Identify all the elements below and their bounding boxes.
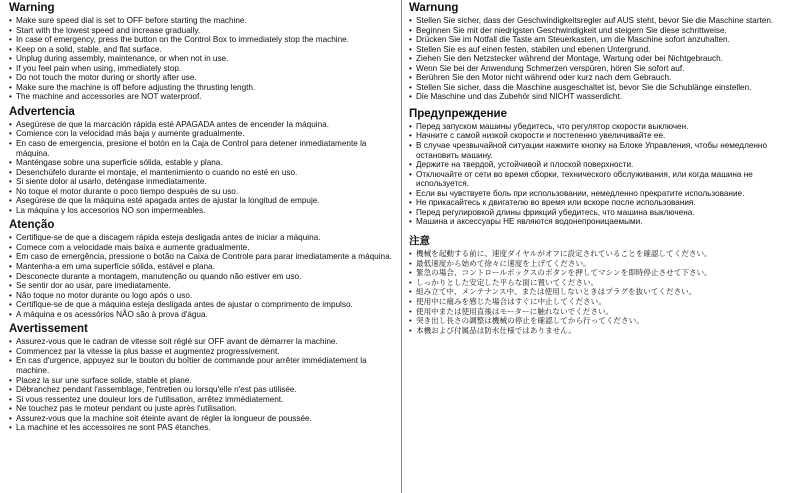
warning-list-ja	[409, 249, 795, 335]
section-heading-fr: Avertissement	[9, 323, 88, 336]
list-item: • En cas d'urgence, appuyez sur le bouton du boîtier de commande pour arrêter immédiatement la machine.	[9, 356, 393, 375]
list-item: • Start with the lowest speed and increase gradually.	[9, 26, 393, 36]
list-item: • Машина и аксессуары НЕ являются водонепроницаемыми.	[409, 217, 795, 227]
list-item: • В случае чрезвычайной ситуации нажмите кнопку на Блоке Управления, чтобы немедленно остановить машину.	[409, 141, 795, 160]
list-item: • La máquina y los accesorios NO son impermeables.	[9, 206, 393, 216]
section-heading-pt: Atenção	[9, 219, 55, 232]
list-item: • Em caso de emergência, pressione o botão na Caixa de Controle para parar imediatamente a máquina.	[9, 252, 393, 262]
list-item: • Stellen Sie es auf einen festen, stabilen und ebenen Untergrund.	[409, 45, 795, 55]
warning-list-es	[9, 120, 393, 215]
warning-ja-section	[409, 235, 795, 335]
list-item: • Ziehen Sie den Netzstecker während der Montage, Wartung oder bei Nichtgebrauch.	[409, 54, 795, 64]
list-item: • Certifique-se de que a máquina esteja desligada antes de ajustar o comprimento de impulso.	[9, 300, 393, 310]
warning-list-de	[409, 16, 795, 102]
list-item: • Placez la sur une surface solide, stable et plane.	[9, 376, 393, 386]
right-column	[409, 2, 795, 335]
section-heading-de: Warnung	[409, 2, 459, 14]
warning-list-pt	[9, 233, 393, 319]
list-item: • Manténgase sobre una superficie sólida, estable y plana.	[9, 158, 393, 168]
section-heading-es: Advertencia	[9, 105, 75, 118]
list-item: • Assurez-vous que la machine soit éteinte avant de régler la longueur de poussée.	[9, 414, 393, 424]
list-item: • The machine and accessories are NOT waterproof.	[9, 92, 393, 102]
section-heading-en: Warning	[9, 2, 55, 14]
list-item: • In case of emergency, press the button on the Control Box to immediately stop the machine.	[9, 35, 393, 45]
section-heading-ja: 注意	[409, 234, 430, 247]
warning-es-section	[9, 106, 393, 215]
list-item: • Если вы чувствуете боль при использовании, немедленно прекратите использование.	[409, 189, 795, 199]
list-item: • Wenn Sie bei der Anwendung Schmerzen verspüren, hören Sie sofort auf.	[409, 64, 795, 74]
left-column	[9, 2, 393, 433]
list-item: • Do not touch the motor during or shortly after use.	[9, 73, 393, 83]
list-item: • Начните с самой низкой скорости и постепенно увеличивайте ее.	[409, 131, 795, 141]
list-item: • 使用中に痛みを感じた場合はすぐに中止してください。	[409, 297, 795, 307]
column-divider	[401, 0, 402, 493]
list-item: • Asegúrese de que la máquina esté apagada antes de ajustar la longitud de empuje.	[9, 196, 393, 206]
list-item: • Make sure speed dial is set to OFF before starting the machine.	[9, 16, 393, 26]
list-item: • Commencez par la vitesse la plus basse et augmentez progressivement.	[9, 347, 393, 357]
list-item: • Beginnen Sie mit der niedrigsten Geschwindigkeit und steigern Sie diese schrittweise.	[409, 26, 795, 36]
list-item: • Certifique-se de que a discagem rápida esteja desligada antes de iniciar a máquina.	[9, 233, 393, 243]
list-item: • Si siente dolor al usarlo, deténgase inmediatamente.	[9, 177, 393, 187]
list-item: • Unplug during assembly, maintenance, or when not in use.	[9, 54, 393, 64]
list-item: • La machine et les accessoires ne sont PAS étanches.	[9, 423, 393, 433]
list-item: • Make sure the machine is off before adjusting the thrusting length.	[9, 83, 393, 93]
list-item: • Se sentir dor ao usar, pare imediatamente.	[9, 281, 393, 291]
list-item: • Débranchez pendant l'assemblage, l'entretien ou lorsqu'elle n'est pas utilisée.	[9, 385, 393, 395]
list-item: • En caso de emergencia, presione el botón en la Caja de Control para detener inmediatamente la máquina.	[9, 139, 393, 158]
list-item: • Ne touchez pas le moteur pendant ou juste après l'utilisation.	[9, 404, 393, 414]
list-item: • 緊急の場合、コントロールボックスのボタンを押してマシンを即時停止させて下さい。	[409, 268, 795, 278]
list-item: • Comece com a velocidade mais baixa e aumente gradualmente.	[9, 243, 393, 253]
list-item: • Drücken Sie im Notfall die Taste am Steuerkasten, um die Maschine sofort anzuhalten.	[409, 35, 795, 45]
list-item: • 組み立て中、メンテナンス中、または使用しないときはプラグを抜いてください。	[409, 287, 795, 297]
list-item: • A máquina e os acessórios NÃO são à prova d'água.	[9, 310, 393, 320]
list-item: • Перед регулировкой длины фрикций убедитесь, что машина выключена.	[409, 208, 795, 218]
warning-list-ru	[409, 122, 795, 227]
list-item: • Assurez-vous que le cadran de vitesse soit réglé sur OFF avant de démarrer la machine.	[9, 337, 393, 347]
list-item: • Si vous ressentez une douleur lors de l'utilisation, arrêtez immédiatement.	[9, 395, 393, 405]
list-item: • Держите на твердой, устойчивой и плоской поверхности.	[409, 160, 795, 170]
list-item: • If you feel pain when using, immediately stop.	[9, 64, 393, 74]
list-item: • Отключайте от сети во время сборки, технического обслуживания, или когда машина не используется.	[409, 170, 795, 189]
list-item: • No toque el motor durante o poco tiempo después de su uso.	[9, 187, 393, 197]
list-item: • Stellen Sie sicher, dass die Maschine ausgeschaltet ist, bevor Sie die Schublänge einstellen.	[409, 83, 795, 93]
warning-list-en	[9, 16, 393, 102]
list-item: • Desconecte durante a montagem, manutenção ou quando não estiver em uso.	[9, 272, 393, 282]
warning-en-section	[9, 2, 393, 102]
list-item: • 本機および付属品は防水仕様ではありません。	[409, 326, 795, 336]
list-item: • Не прикасайтесь к двигателю во время или вскоре после использования.	[409, 198, 795, 208]
list-item: • Stellen Sie sicher, dass der Geschwindigkeitsregler auf AUS steht, bevor Sie die Maschine starten.	[409, 16, 795, 26]
list-item: • Mantenha-a em uma superfície sólida, estável e plana.	[9, 262, 393, 272]
section-heading-ru: Предупреждение	[409, 107, 507, 120]
list-item: • しっかりとした安定した平らな面に置いてください。	[409, 278, 795, 288]
warning-fr-section	[9, 323, 393, 432]
warning-pt-section	[9, 219, 393, 319]
list-item: • Berühren Sie den Motor nicht während oder kurz nach dem Gebrauch.	[409, 73, 795, 83]
list-item: • 最低速度から始めて徐々に速度を上げてください。	[409, 259, 795, 269]
list-item: • Comience con la velocidad más baja y aumente gradualmente.	[9, 129, 393, 139]
list-item: • Die Maschine und das Zubehör sind NICHT wasserdicht.	[409, 92, 795, 102]
list-item: • Asegúrese de que la marcación rápida esté APAGADA antes de encender la máquina.	[9, 120, 393, 130]
list-item: • Desenchúfelo durante el montaje, el mantenimiento o cuando no esté en uso.	[9, 168, 393, 178]
list-item: • Keep on a solid, stable, and flat surface.	[9, 45, 393, 55]
warning-ru-section	[409, 108, 795, 227]
list-item: • 使用中または使用直後はモーターに触れないでください。	[409, 307, 795, 317]
list-item: • 機械を起動する前に、速度ダイヤルがオフに設定されていることを確認してください。	[409, 249, 795, 259]
list-item: • 突き出し長さの調整は機械の停止を確認してから行ってください。	[409, 316, 795, 326]
list-item: • Não toque no motor durante ou logo após o uso.	[9, 291, 393, 301]
warning-de-section	[409, 2, 795, 102]
list-item: • Перед запуском машины убедитесь, что регулятор скорости выключен.	[409, 122, 795, 132]
warning-list-fr	[9, 337, 393, 432]
